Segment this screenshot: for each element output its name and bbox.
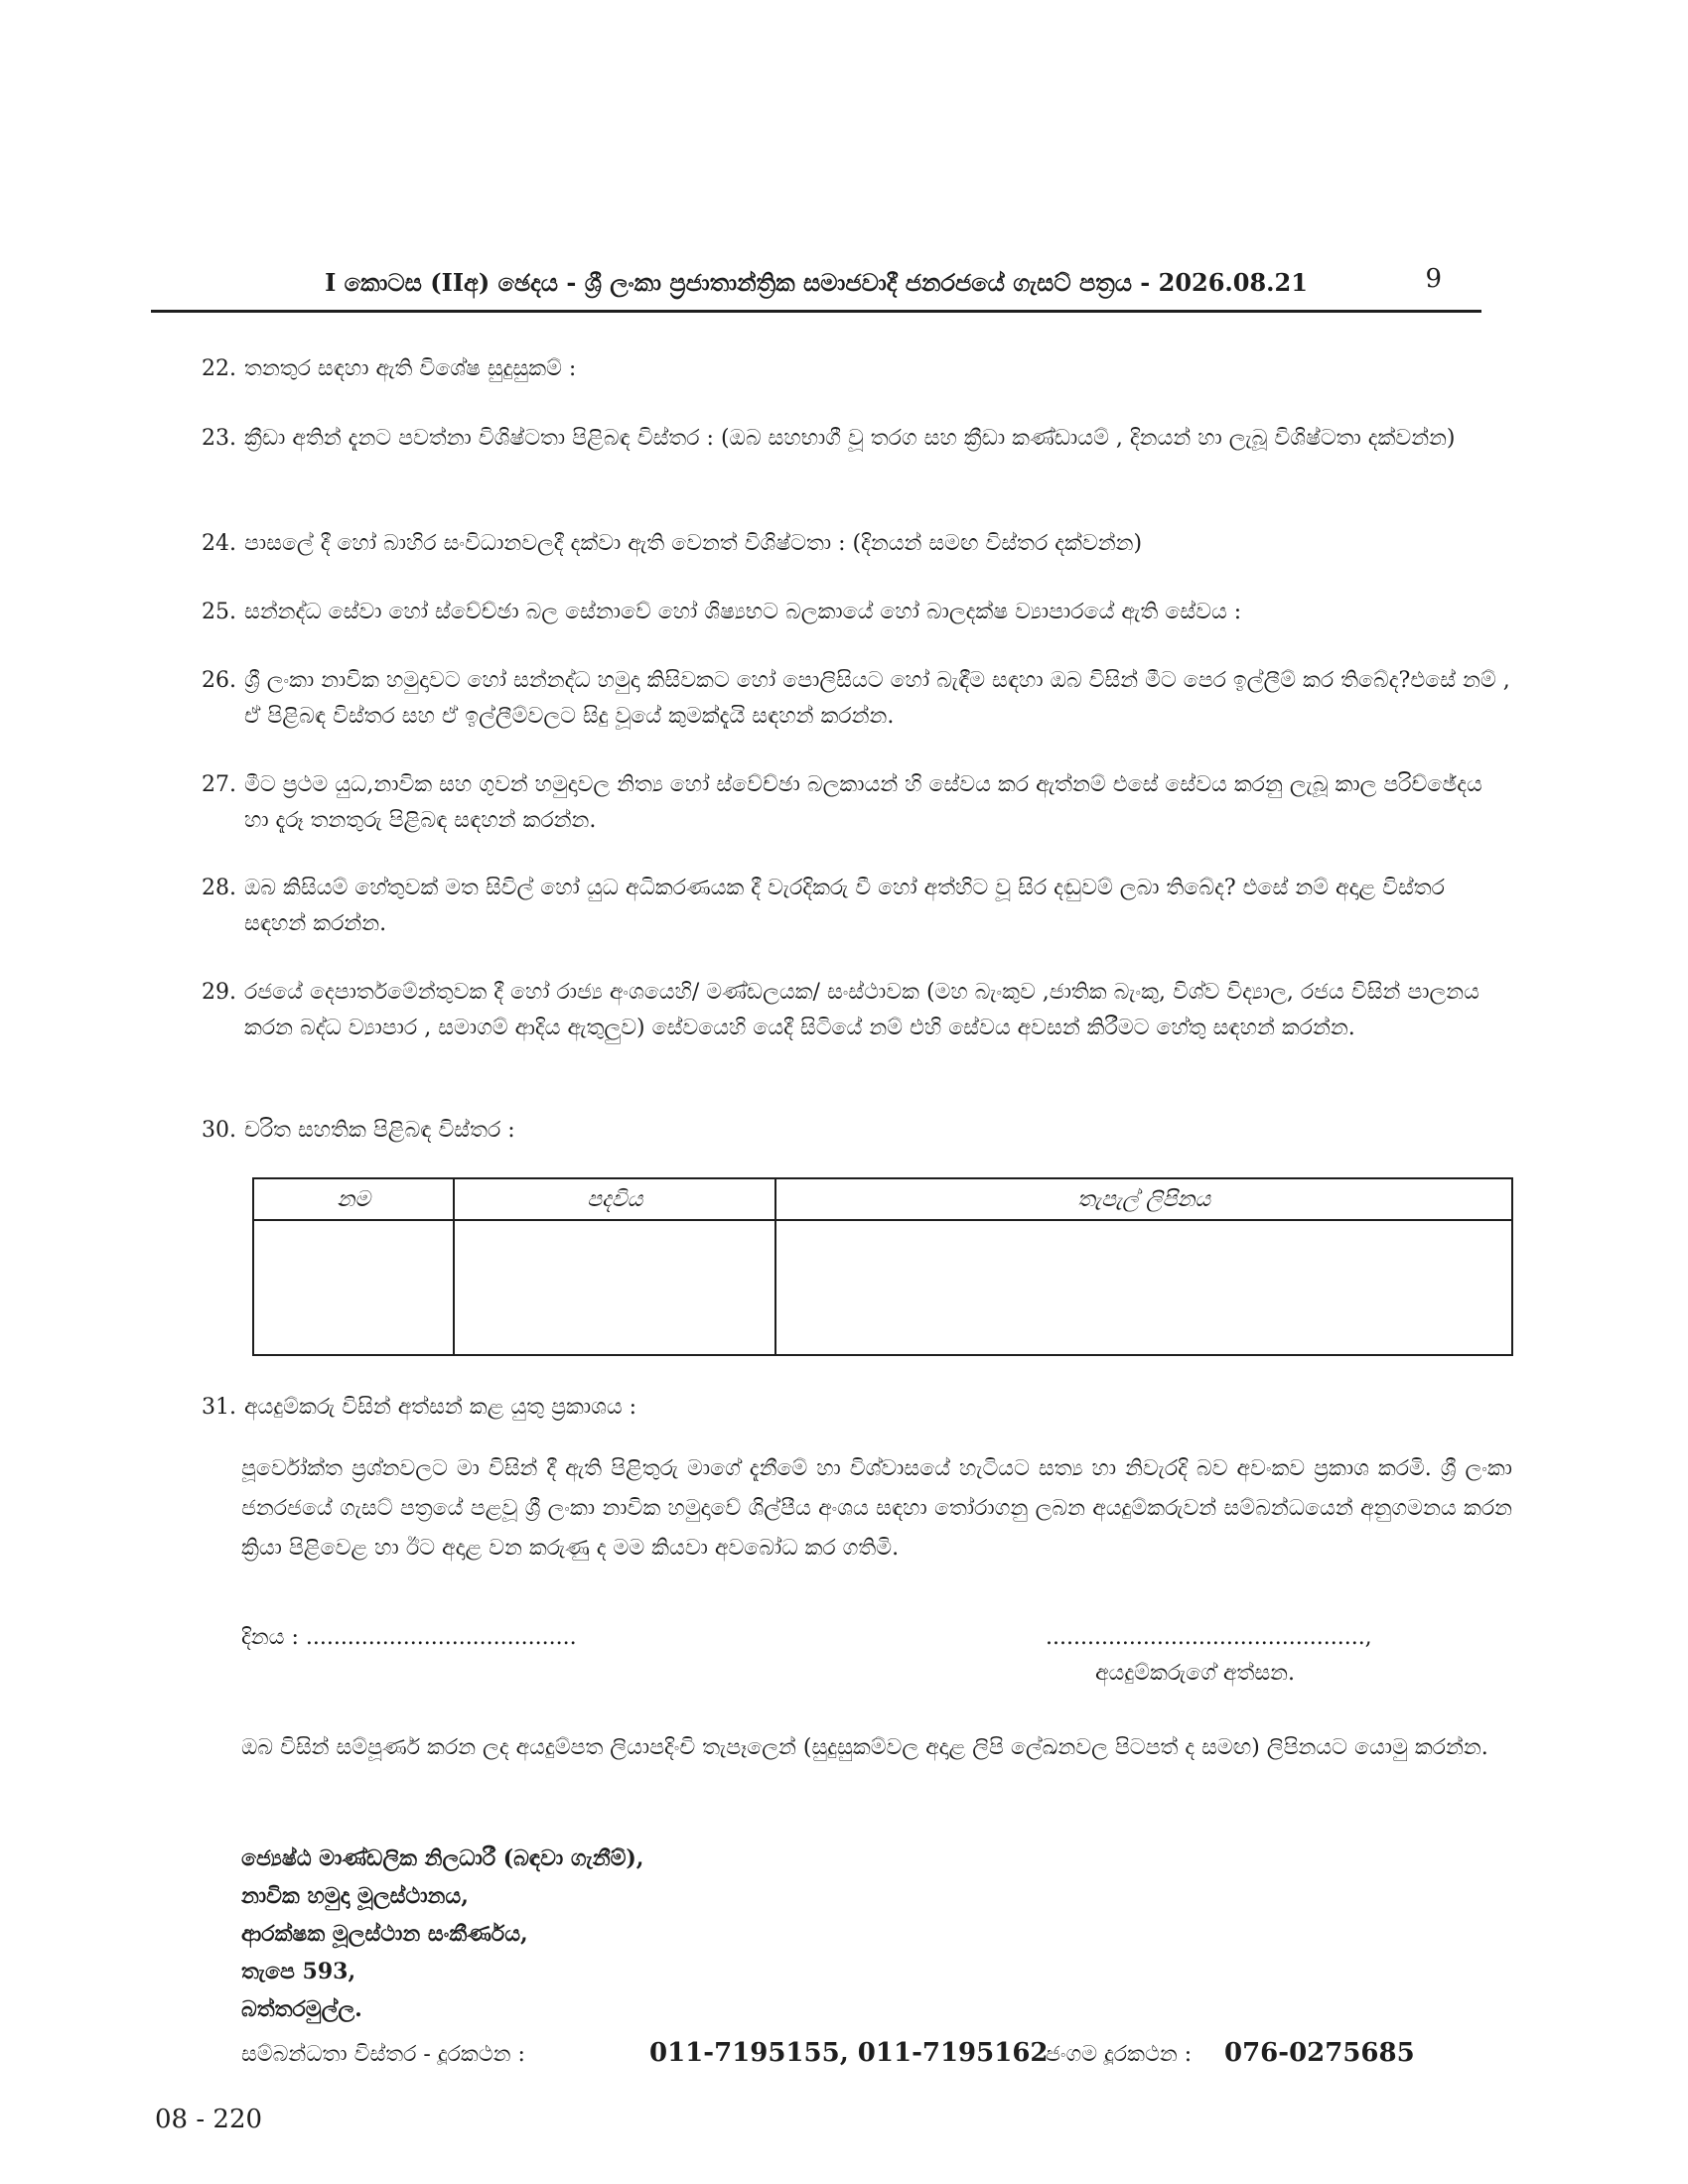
question-text: අයදුම්කරු විසින් අත්සන් කළ යුතු ප්‍රකාශය : xyxy=(244,1395,637,1420)
column-header-name: නම xyxy=(253,1178,454,1220)
question-28 xyxy=(202,871,1512,942)
signature-caption: අයදුම්කරුගේ අත්සන. xyxy=(1095,1661,1296,1686)
phone-numbers: 011-7195155, 011-7195162 xyxy=(649,2038,1049,2068)
question-text: පාසලේ දී හෝ බාහිර සංවිධානවලදී දක්වා ඇති වෙනත් විශිෂ්ටතා : (දිනයන් සමඟ විස්තර දක්වන්න) xyxy=(244,531,1143,556)
column-header-designation: පදවිය xyxy=(454,1178,775,1220)
question-25 xyxy=(202,595,1512,630)
question-number: 25. xyxy=(202,600,236,624)
question-31 xyxy=(202,1390,1512,1426)
question-number: 24. xyxy=(202,531,236,556)
contact-mobile xyxy=(1224,2038,1415,2068)
page-number: 9 xyxy=(1425,264,1442,294)
footer-code: 08 - 220 xyxy=(155,2105,263,2134)
page-header xyxy=(151,264,1481,313)
address-line: නාවික හමුදා මූලස්ථානය, xyxy=(241,1883,469,1909)
address-line: බත්තරමුල්ල. xyxy=(241,1996,362,2022)
question-29 xyxy=(202,975,1512,1046)
question-text: තනතුර සඳහා ඇති විශේෂ සුදුසුකම් : xyxy=(244,356,577,381)
submission-instruction: ඔබ විසින් සම්පූර්ණ කරන ලද අයදුම්පත ලියාපදිංචි තැපෑලෙන් (සුදුසුකම්වල අදාළ ලිපි ලේඛනවල පිටපත් ද සමඟ) ලිපිනයට යොමු කරන්න. xyxy=(241,1735,1488,1760)
question-text: සන්නද්ධ සේවා හෝ ස්වේච්ඡා බල සේනාවේ හෝ ශිෂ්‍යභට බලකායේ හෝ බාලදක්ෂ ව්‍යාපාරයේ ඇති සේවය : xyxy=(244,600,1242,624)
question-27 xyxy=(202,767,1512,839)
question-number: 28. xyxy=(202,876,236,900)
question-text: ඔබ කිසියම් හේතුවක් මත සිවිල් හෝ යුධ අධිකරණයක දී වැරදිකරු වී හෝ අත්හිට වූ සිර දඬුවම් ලබා තිබේද? එසේ නම් අදාළ විස්තර සඳහන් කරන්න. xyxy=(244,876,1445,936)
question-text: ක්‍රීඩා අතින් දැනට පවත්නා විශිෂ්ටතා පිළිබඳ විස්තර : (ඔබ සහභාගී වූ තරග සහ ක්‍රීඩා කණ්ඩායම් , දිනයන් හා ලැබූ විශිෂ්ටතා දක්වන්න) xyxy=(244,426,1456,451)
mobile-number: 076-0275685 xyxy=(1224,2038,1415,2068)
table-cell[interactable] xyxy=(775,1220,1512,1355)
contact-label: සම්බන්ධතා විස්තර - දූරකථන : xyxy=(241,2042,525,2067)
table-cell[interactable] xyxy=(454,1220,775,1355)
address-line: ආරක්ෂක මූලස්ථාන සංකීර්ණය, xyxy=(241,1921,528,1947)
signature-field[interactable]: .............................................., xyxy=(1046,1625,1372,1650)
question-number: 31. xyxy=(202,1395,236,1420)
character-certificate-table xyxy=(252,1177,1513,1356)
question-number: 22. xyxy=(202,356,236,381)
date-field[interactable]: දිනය : ....................................... xyxy=(241,1625,577,1650)
question-22 xyxy=(202,351,1512,387)
question-text: චරිත සහතික පිළිබඳ විස්තර : xyxy=(244,1118,515,1143)
question-number: 26. xyxy=(202,668,236,693)
question-number: 29. xyxy=(202,980,236,1005)
table-row xyxy=(253,1220,1512,1355)
address-line: තැපෙ 593, xyxy=(241,1959,356,1984)
contact-phones xyxy=(649,2038,1049,2068)
gazette-title: I කොටස (IIඅ) ඡෙදය - ශ්‍රී ලංකා ප්‍රජාතාන්ත්‍රික සමාජවාදී ජනරජයේ ගැසට් පත්‍රය - 2026.08.21 xyxy=(325,268,1308,297)
question-26 xyxy=(202,663,1512,735)
question-text: රජයේ දෙපාර්තමේන්තුවක දී හෝ රාජ්‍ය අංශයෙහි/ මණ්ඩලයක/ සංස්ථාවක (මහ බැංකුව ,ජාතික බැංකු, විශ්ව විද්‍යාල, රජය විසින් පාලනය කරන බද්ධ ව්‍යාපාර , සමාගම් ආදිය ඇතුලුව) සේවයෙහි යෙදී සිටියේ නම් එහි සේවය අවසන් කිරීමට හේතු සඳහන් කරන්න. xyxy=(244,980,1479,1040)
question-23 xyxy=(202,421,1512,457)
question-text: ශ්‍රී ලංකා නාවික හමුදාවට හෝ සන්නද්ධ හමුදා කිසිවකට හෝ පොලිසියට හෝ බැඳීම සඳහා ඔබ විසින් මීට පෙර ඉල්ලීම් කර තිබේද?එසේ නම් , ඒ පිළිබඳ විස්තර සහ ඒ ඉල්ලීම්වලට සිදු වූයේ කුමක්දැයි සඳහන් කරන්න. xyxy=(244,668,1510,729)
column-header-postal-address: තැපැල් ලිපිනය xyxy=(775,1178,1512,1220)
postal-address xyxy=(241,1840,643,2028)
question-text: මීට ප්‍රථම යුධ,නාවික සහ ගුවන් හමුදාවල නිත්‍ය හෝ ස්වේච්ඡා බලකායන් හි සේවය කර ඇත්නම් එසේ සේවය කරනු ලැබූ කාල පරිච්ඡේදය හා දැරූ තනතුරු පිළිබඳ සඳහන් කරන්න. xyxy=(244,772,1482,833)
declaration-text: පූර්වෝක්ත ප්‍රශ්නවලට මා විසින් දී ඇති පිළිතුරු මාගේ දැනීමේ හා විශ්වාසයේ හැටියට සත්‍ය හා නිවැරදි බව අවංකව ප්‍රකාශ කරමි. ශ්‍රී ලංකා ජනරජයේ ගැසට් පත්‍රයේ පළවූ ශ්‍රී ලංකා නාවික හමුදාවේ ශිල්පීය අංශය සඳහා තෝරාගනු ලබන අයදුම්කරුවන් සම්බන්ධයෙන් අනුගමනය කරන ක්‍රියා පිළිවෙළ හා ඊට අදාළ වන කරුණු ද මම කියවා අවබෝධ කර ගතිමි. xyxy=(241,1456,1512,1561)
question-number: 23. xyxy=(202,426,236,451)
address-line: ජ්‍යෙෂ්ඨ මාණ්ඩලික නිලධාරී (බඳවා ගැනීම්), xyxy=(241,1845,644,1871)
mobile-label: ජංගම දූරකථන : xyxy=(1046,2042,1193,2067)
question-30 xyxy=(202,1113,1512,1149)
question-24 xyxy=(202,526,1512,562)
question-number: 30. xyxy=(202,1118,236,1143)
question-number: 27. xyxy=(202,772,236,797)
table-header-row xyxy=(253,1178,1512,1220)
table-cell[interactable] xyxy=(253,1220,454,1355)
